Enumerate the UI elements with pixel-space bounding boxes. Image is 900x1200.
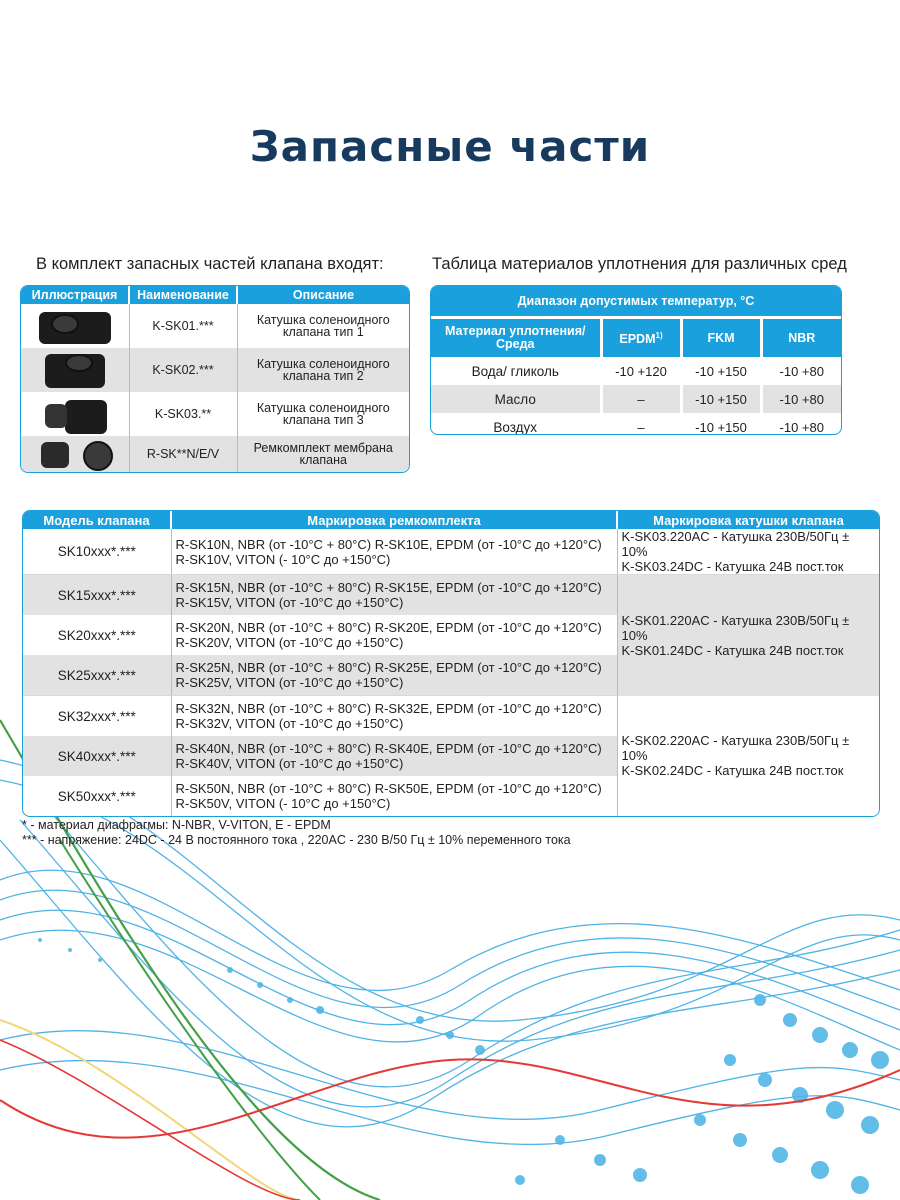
table-row [431, 357, 841, 385]
epdm-cell: -10 +120 [601, 357, 681, 385]
header-nbr: NBR [788, 330, 816, 345]
part-description: Ремкомплект мембрана клапана [237, 436, 409, 472]
coil-marking-cell: K-SK01.220AC - Катушка 230В/50Гц ± 10% K-SK01.24DC - Катушка 24В пост.ток [617, 575, 879, 696]
fkm-cell: -10 +150 [681, 357, 761, 385]
kit-caption: В комплект запасных частей клапана входят: [36, 255, 384, 273]
table-row [23, 696, 879, 737]
header-coil-marking: Маркировка катушки клапана [653, 512, 844, 528]
fkm-cell: -10 +150 [681, 413, 761, 435]
footnotes [22, 818, 571, 848]
sealing-materials-table [430, 285, 842, 435]
header-fkm: FKM [681, 318, 761, 358]
part-name: K-SK03.** [129, 392, 237, 436]
header-name: Наименование [129, 286, 237, 304]
materials-caption: Таблица материалов уплотнения для различных сред [432, 255, 847, 273]
table-row [21, 348, 409, 392]
coil-image [21, 304, 129, 348]
repair-kit-cell: R-SK32N, NBR (от -10°C + 80°C) R-SK32E, EPDM (от -10°C до +120°C) R-SK32V, VITON (от -10°C до +150°C) [171, 696, 617, 737]
header-epdm: EPDM$^{1)}$ [601, 318, 681, 358]
temperature-range-header: Диапазон допустимых температур, °C [431, 286, 841, 318]
valve-model-cell: SK50xxx*.*** [23, 776, 171, 816]
valve-model-cell: SK40xxx*.*** [23, 736, 171, 776]
table-row [21, 392, 409, 436]
table-row [21, 436, 409, 472]
part-name: K-SK01.*** [129, 304, 237, 348]
nbr-cell: -10 +80 [761, 385, 841, 413]
part-description: Катушка соленоидного клапана тип 1 [256, 313, 390, 339]
footnote-voltage: *** - напряжение: 24DC - 24 В постоянного тока , 220AC - 230 В/50 Гц ± 10% переменного тока [22, 833, 571, 847]
repair-kit-cell: R-SK15N, NBR (от -10°C + 80°C) R-SK15E, EPDM (от -10°C до +120°C) R-SK15V, VITON (от -10°C до +150°C) [171, 575, 617, 616]
repair-kit-cell: R-SK50N, NBR (от -10°C + 80°C) R-SK50E, EPDM (от -10°C до +120°C) R-SK50V, VITON (- 10°C до +150°C) [171, 776, 617, 816]
coil-marking-cell: K-SK03.220AC - Катушка 230В/50Гц ± 10% K-SK03.24DC - Катушка 24В пост.ток [617, 529, 879, 575]
fkm-cell: -10 +150 [681, 385, 761, 413]
footnote-material: * - материал диафрагмы: N-NBR, V-VITON, E - EPDM [22, 818, 331, 832]
repair-kit-cell: R-SK25N, NBR (от -10°C + 80°C) R-SK25E, EPDM (от -10°C до +120°C) R-SK25V, VITON (от -10°C до +150°C) [171, 655, 617, 696]
valve-model-cell: SK20xxx*.*** [23, 615, 171, 655]
table-row [23, 529, 879, 575]
repair-kit-cell: R-SK20N, NBR (от -10°C + 80°C) R-SK20E, EPDM (от -10°C до +120°C) R-SK20V, VITON (от -10°C до +150°C) [171, 615, 617, 655]
repair-kit-cell: R-SK10N, NBR (от -10°C + 80°C) R-SK10E, EPDM (от -10°C до +120°C) R-SK10V, VITON (- 10°C до +150°C) [171, 529, 617, 575]
medium-cell: Вода/ гликоль [471, 363, 559, 379]
material-medium-header: Материал уплотнения/ Среда [431, 318, 601, 358]
page-title: Запасные части [249, 122, 651, 171]
epdm-cell: – [601, 385, 681, 413]
part-name: K-SK02.*** [129, 348, 237, 392]
table-row [431, 385, 841, 413]
table-row [431, 413, 841, 435]
header-repair-kit-marking: Маркировка ремкомплекта [171, 511, 617, 529]
nbr-cell: -10 +80 [761, 413, 841, 435]
coil-image [21, 392, 129, 436]
medium-cell: Масло [431, 385, 601, 413]
medium-cell: Воздух [493, 419, 538, 435]
nbr-cell: -10 +80 [761, 357, 841, 385]
coil-marking-cell: K-SK02.220AC - Катушка 230В/50Гц ± 10% K-SK02.24DC - Катушка 24В пост.ток [617, 696, 879, 817]
valve-model-cell: SK25xxx*.*** [23, 655, 171, 696]
membrane-kit-image [21, 436, 129, 472]
part-description: Катушка соленоидного клапана тип 3 [256, 401, 390, 427]
header-valve-model: Модель клапана [23, 511, 171, 529]
valve-model-cell: SK10xxx*.*** [23, 529, 171, 575]
valve-model-cell: SK32xxx*.*** [23, 696, 171, 737]
table-row [21, 304, 409, 348]
header-illustration: Иллюстрация [21, 286, 129, 304]
coil-image [21, 348, 129, 392]
epdm-cell: – [601, 413, 681, 435]
part-description: Катушка соленоидного клапана тип 2 [237, 348, 409, 392]
spare-parts-table [20, 285, 410, 473]
valve-models-table [22, 510, 880, 817]
table-row [23, 575, 879, 616]
header-description: Описание [292, 288, 355, 302]
part-name: R-SK**N/E/V [129, 436, 237, 472]
repair-kit-cell: R-SK40N, NBR (от -10°C + 80°C) R-SK40E, EPDM (от -10°C до +120°C) R-SK40V, VITON (от -10°C до +150°C) [171, 736, 617, 776]
valve-model-cell: SK15xxx*.*** [23, 575, 171, 616]
